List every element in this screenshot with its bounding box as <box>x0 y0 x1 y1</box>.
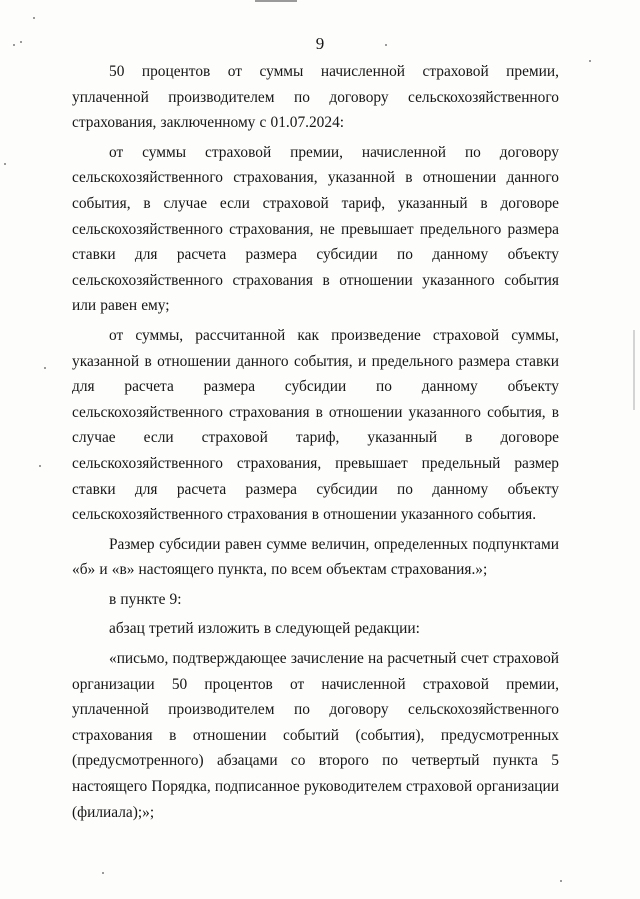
scan-speck <box>39 465 41 467</box>
scan-mark <box>255 0 297 2</box>
scan-speck <box>44 367 46 369</box>
paragraph: от суммы, рассчитанной как произведение страховой суммы, указанной в отношении данного события, и предельного размера ставки для расчета размера субсидии по данному объекту сельскохозяйственного страхования в отношении указанного события, в случае если страховой тариф, указанный в договоре сельскохозяйственного страхования, превышает предельный размер ставки для расчета размера субсидии по данному объекту сельскохозяйственного страхования в отношении указанного события. <box>72 326 559 524</box>
scan-speck <box>589 60 591 62</box>
scan-speck <box>4 163 6 165</box>
paragraph: в пункте 9: <box>109 590 182 608</box>
scan-speck <box>102 872 104 874</box>
document-body <box>72 59 559 825</box>
scan-edge-shadow <box>633 330 635 410</box>
paragraph: абзац третий изложить в следующей редакции: <box>109 620 420 638</box>
paragraph: Размер субсидии равен сумме величин, определенных подпунктами «б» и «в» настоящего пункта, по всем объектам страхования.»; <box>72 535 559 579</box>
scan-speck <box>33 17 35 19</box>
paragraph: от суммы страховой премии, начисленной по договору сельскохозяйственного страхования, указанной в отношении данного события, в случае если страховой тариф, указанный в договоре сельскохозяйственного страхования, не превышает предельного размера ставки для расчета размера субсидии по данному объекту сельскохозяйственного страхования в отношении указанного события или равен ему; <box>72 143 559 315</box>
scan-speck <box>560 880 562 882</box>
paragraph: 50 процентов от суммы начисленной страховой премии, уплаченной производителем по договору сельскохозяйственного страхования, заключенному с 01.07.2024: <box>72 63 559 132</box>
page-number: 9 <box>315 34 325 53</box>
paragraph: «письмо, подтверждающее зачисление на расчетный счет страховой организации 50 процентов от начисленной страховой премии, уплаченной производителем по договору сельскохозяйственного страхования в отношении событий (события), предусмотренных (предусмотренного) абзацами со второго по четвертый пункта 5 настоящего Порядка, подписанное руководителем страховой организации (филиала);»; <box>72 650 559 821</box>
